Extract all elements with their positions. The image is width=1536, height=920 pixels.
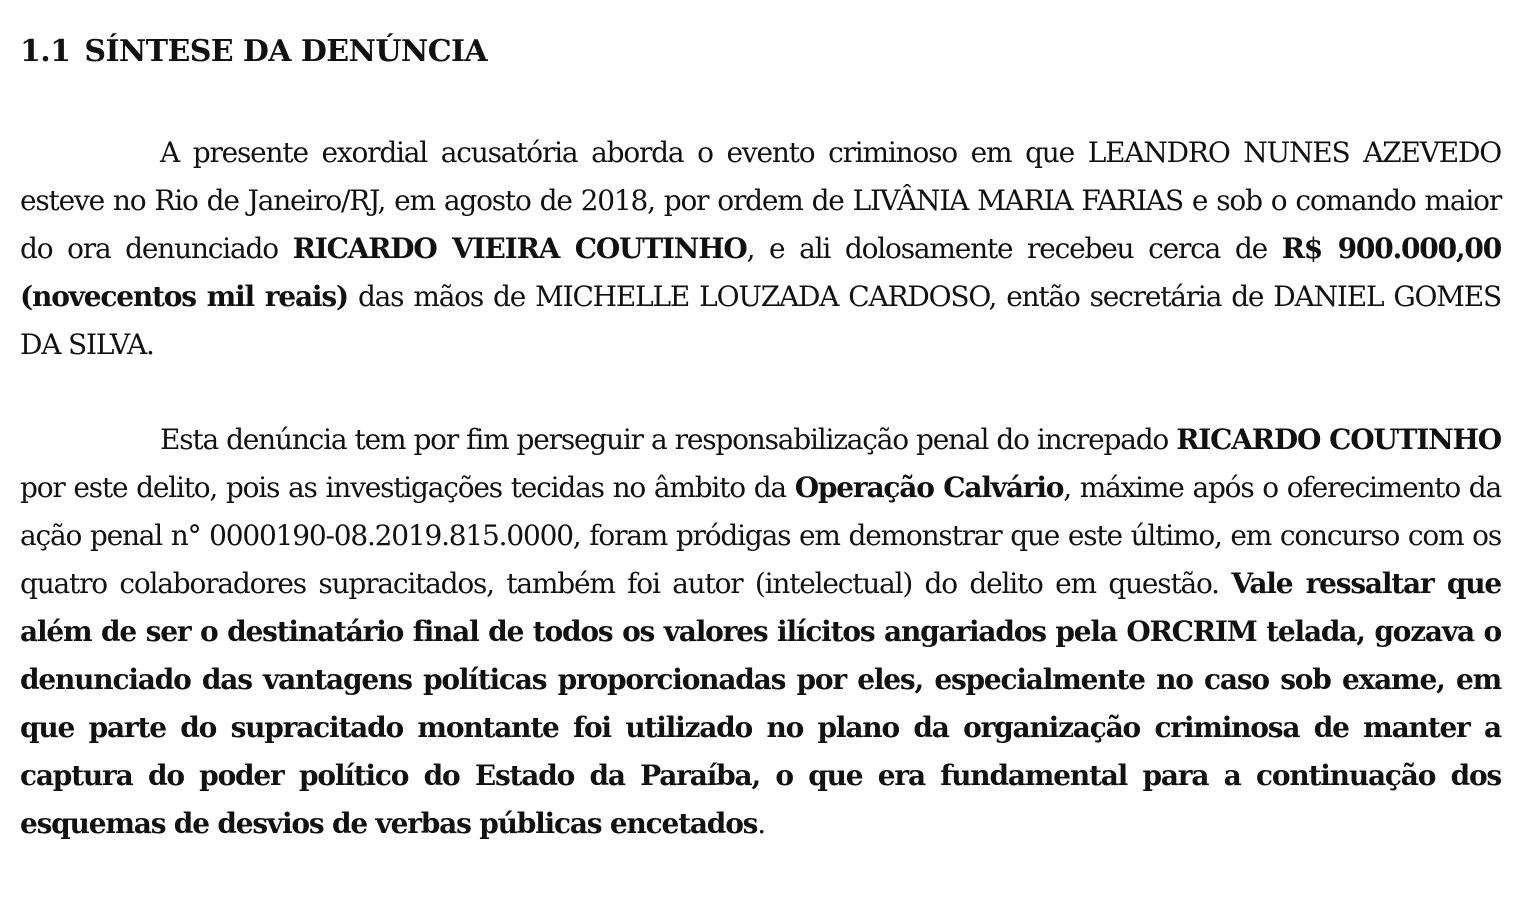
paragraph-2-text-3: , máxime após o oferecimento da ação penal n° 0000190-08.2019.815.0000, foram pródigas em demonstrar que este último, em concurso com os quatro colaboradores supracitados, também foi autor (intelectual) do delito em questão. (20, 471, 1502, 600)
amount-received: R$ 900.000,00 (novecentos mil reais) (20, 232, 1501, 313)
defendant-short-name: RICARDO COUTINHO (1176, 423, 1501, 456)
operation-name: Operação Calvário (794, 471, 1064, 504)
paragraph-2-text-2: por este delito, pois as investigações tecidas no âmbito da (20, 471, 795, 504)
section-title: SÍNTESE DA DENÚNCIA (84, 34, 488, 69)
paragraph-2 (20, 416, 1501, 848)
defendant-name: RICARDO VIEIRA COUTINHO (292, 232, 747, 265)
section-number: 1.1 (20, 34, 71, 69)
paragraph-2-text-1: Esta denúncia tem por fim perseguir a responsabilização penal do increpado (160, 423, 1177, 456)
paragraph-1-text-1: A presente exordial acusatória aborda o evento criminoso em que LEANDRO NUNES AZEVEDO esteve no Rio de Janeiro/RJ, em agosto de 2018, por ordem de LIVÂNIA MARIA FARIAS e sob o comando maior do ora denunciado (20, 136, 1501, 265)
emphasis-statement: Vale ressaltar que além de ser o destinatário final de todos os valores ilícitos angariados pela ORCRIM telada, gozava o denunciado das vantagens políticas proporcionadas por eles, especialmente no caso sob exame, em que parte do supracitado montante foi utilizado no plano da organização criminosa de manter a captura do poder político do Estado da Paraíba, o que era fundamental para a continuação dos esquemas de desvios de verbas públicas encetados (20, 567, 1501, 840)
paragraph-1-text-2: , e ali dolosamente recebeu cerca de (746, 232, 1282, 265)
paragraph-1 (20, 129, 1501, 369)
section-heading (20, 30, 487, 74)
paragraph-1-text-3: das mãos de MICHELLE LOUZADA CARDOSO, então secretária de DANIEL GOMES DA SILVA. (20, 280, 1501, 361)
paragraph-2-text-4: . (757, 807, 765, 840)
